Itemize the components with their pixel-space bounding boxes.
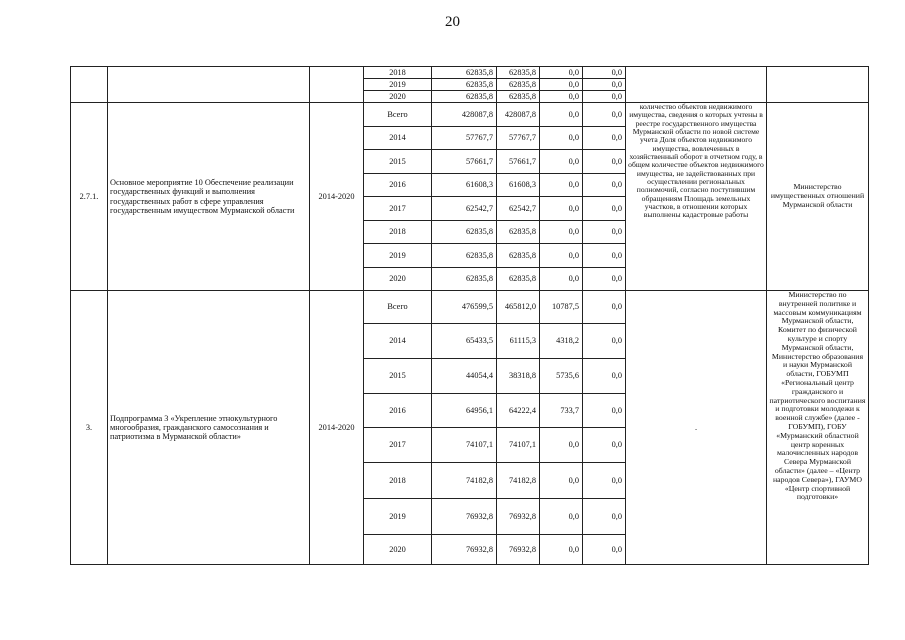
amount-cell-total: 57767,7 [432, 126, 497, 150]
amount-cell-federal: 0,0 [540, 150, 583, 174]
amount-cell-regional: 38318,8 [497, 359, 540, 394]
amount-cell-total: 62835,8 [432, 91, 497, 103]
amount-cell-total: 57661,7 [432, 150, 497, 174]
year-cell: 2018 [364, 67, 432, 79]
amount-cell-regional: 76932,8 [497, 499, 540, 535]
amount-cell-total: 61608,3 [432, 173, 497, 197]
amount-cell-regional: 62835,8 [497, 267, 540, 291]
amount-cell-total: 74107,1 [432, 428, 497, 463]
amount-cell-other: 0,0 [583, 428, 626, 463]
year-cell: 2020 [364, 535, 432, 565]
amount-cell-total: 476599,5 [432, 291, 497, 324]
amount-cell-total: 76932,8 [432, 499, 497, 535]
amount-cell-other: 0,0 [583, 197, 626, 221]
amount-cell-federal: 5735,6 [540, 359, 583, 394]
amount-cell-regional: 62835,8 [497, 67, 540, 79]
amount-cell-federal: 0,0 [540, 244, 583, 268]
amount-cell-other: 0,0 [583, 220, 626, 244]
amount-cell-total: 62542,7 [432, 197, 497, 221]
measure-code: 2.7.1. [71, 103, 108, 291]
amount-cell-other: 0,0 [583, 267, 626, 291]
table-row [71, 103, 869, 127]
amount-cell-other: 0,0 [583, 291, 626, 324]
amount-cell-other: 0,0 [583, 463, 626, 499]
measure-period: 2014-2020 [310, 103, 364, 291]
amount-cell-federal: 0,0 [540, 535, 583, 565]
year-cell: 2017 [364, 428, 432, 463]
year-cell: 2020 [364, 267, 432, 291]
amount-cell-total: 74182,8 [432, 463, 497, 499]
amount-cell-other: 0,0 [583, 150, 626, 174]
amount-cell-regional: 62542,7 [497, 197, 540, 221]
measure-name: Основное мероприятие 10 Обеспечение реализации государственных функций и выполнения государственных работ в сфере управления государственным имуществом Мурманской области [108, 103, 310, 291]
year-cell: 2017 [364, 197, 432, 221]
year-cell: 2015 [364, 150, 432, 174]
amount-cell-federal: 0,0 [540, 79, 583, 91]
page-number: 20 [445, 14, 460, 30]
subprogram-code: 3. [71, 291, 108, 565]
amount-cell-other: 0,0 [583, 173, 626, 197]
amount-cell-federal: 0,0 [540, 67, 583, 79]
amount-cell-federal: 0,0 [540, 463, 583, 499]
measure-indicator: количество объектов недвижимого имущества, сведения о которых учтены в реестре государственного имущества Мурманской области по новой системе учета Доля объектов недвижимого имущества, вовлеченных в хозяйственный оборот в отчетном году, в общем количестве объектов недвижимого имущества, не задействованных при осуществлении региональных полномочий, согласно поступившим обращениям Площадь земельных участков, в отношении которых выполнены кадастровые работы [626, 103, 767, 291]
amount-cell-federal: 0,0 [540, 126, 583, 150]
subprogram-executor: Министерство по внутренней политике и массовым коммуникациям Мурманской области, Комитет по физической культуре и спорту Мурманской области, Министерство образования и науки Мурманской области, ГОБУМП «Региональный центр гражданского и патриотического воспитания и подготовки молодежи к военной службе» (далее - ГОБУМП), ГОБУ «Мурманский областной центр коренных малочисленных народов Севера Мурманской области» (далее – «Центр народов Севера»), ГАУМО «Центр спортивной подготовки» [767, 291, 869, 565]
amount-cell-other: 0,0 [583, 535, 626, 565]
amount-cell-regional: 465812,0 [497, 291, 540, 324]
name-cell [108, 67, 310, 103]
code-cell [71, 67, 108, 103]
year-cell: 2014 [364, 324, 432, 359]
year-cell: 2019 [364, 499, 432, 535]
subprogram-period: 2014-2020 [310, 291, 364, 565]
amount-cell-other: 0,0 [583, 126, 626, 150]
amount-cell-other: 0,0 [583, 244, 626, 268]
amount-cell-regional: 62835,8 [497, 244, 540, 268]
amount-cell-other: 0,0 [583, 103, 626, 127]
year-cell: 2018 [364, 220, 432, 244]
amount-cell-federal: 0,0 [540, 428, 583, 463]
amount-cell-regional: 57767,7 [497, 126, 540, 150]
year-cell: 2016 [364, 173, 432, 197]
indicator-cell [626, 67, 767, 103]
measure-executor: Министерство имущественных отношений Мурманской области [767, 103, 869, 291]
amount-cell-federal: 0,0 [540, 220, 583, 244]
amount-cell-regional: 61115,3 [497, 324, 540, 359]
amount-cell-federal: 0,0 [540, 173, 583, 197]
period-cell [310, 67, 364, 103]
year-cell: 2014 [364, 126, 432, 150]
amount-cell-total: 428087,8 [432, 103, 497, 127]
amount-cell-federal: 0,0 [540, 91, 583, 103]
executor-cell [767, 67, 869, 103]
amount-cell-total: 65433,5 [432, 324, 497, 359]
amount-cell-total: 62835,8 [432, 79, 497, 91]
amount-cell-other: 0,0 [583, 394, 626, 428]
amount-cell-federal: 10787,5 [540, 291, 583, 324]
amount-cell-regional: 74182,8 [497, 463, 540, 499]
year-cell: 2019 [364, 244, 432, 268]
amount-cell-regional: 76932,8 [497, 535, 540, 565]
amount-cell-other: 0,0 [583, 324, 626, 359]
amount-cell-other: 0,0 [583, 79, 626, 91]
year-cell: 2015 [364, 359, 432, 394]
amount-cell-regional: 74107,1 [497, 428, 540, 463]
amount-cell-federal: 0,0 [540, 499, 583, 535]
amount-cell-total: 62835,8 [432, 220, 497, 244]
amount-cell-total: 62835,8 [432, 267, 497, 291]
year-cell: 2016 [364, 394, 432, 428]
subprogram-mark: . [626, 291, 767, 565]
amount-cell-federal: 0,0 [540, 103, 583, 127]
amount-cell-regional: 62835,8 [497, 220, 540, 244]
amount-cell-federal: 0,0 [540, 267, 583, 291]
year-cell: 2020 [364, 91, 432, 103]
amount-cell-regional: 428087,8 [497, 103, 540, 127]
amount-cell-regional: 57661,7 [497, 150, 540, 174]
amount-cell-other: 0,0 [583, 499, 626, 535]
year-cell: 2019 [364, 79, 432, 91]
amount-cell-regional: 64222,4 [497, 394, 540, 428]
amount-cell-total: 64956,1 [432, 394, 497, 428]
program-table [70, 66, 869, 565]
amount-cell-other: 0,0 [583, 359, 626, 394]
amount-cell-total: 76932,8 [432, 535, 497, 565]
amount-cell-regional: 62835,8 [497, 79, 540, 91]
table-row [71, 291, 869, 324]
year-cell: Всего [364, 291, 432, 324]
year-cell: 2018 [364, 463, 432, 499]
subprogram-name: Подпрограмма 3 «Укрепление этнокультурного многообразия, гражданского самосознания и патриотизма в Мурманской области» [108, 291, 310, 565]
amount-cell-regional: 61608,3 [497, 173, 540, 197]
amount-cell-total: 62835,8 [432, 67, 497, 79]
amount-cell-federal: 4318,2 [540, 324, 583, 359]
year-cell: Всего [364, 103, 432, 127]
amount-cell-other: 0,0 [583, 91, 626, 103]
amount-cell-federal: 0,0 [540, 197, 583, 221]
amount-cell-federal: 733,7 [540, 394, 583, 428]
table-row [71, 67, 869, 79]
amount-cell-total: 44054,4 [432, 359, 497, 394]
amount-cell-regional: 62835,8 [497, 91, 540, 103]
amount-cell-other: 0,0 [583, 67, 626, 79]
amount-cell-total: 62835,8 [432, 244, 497, 268]
